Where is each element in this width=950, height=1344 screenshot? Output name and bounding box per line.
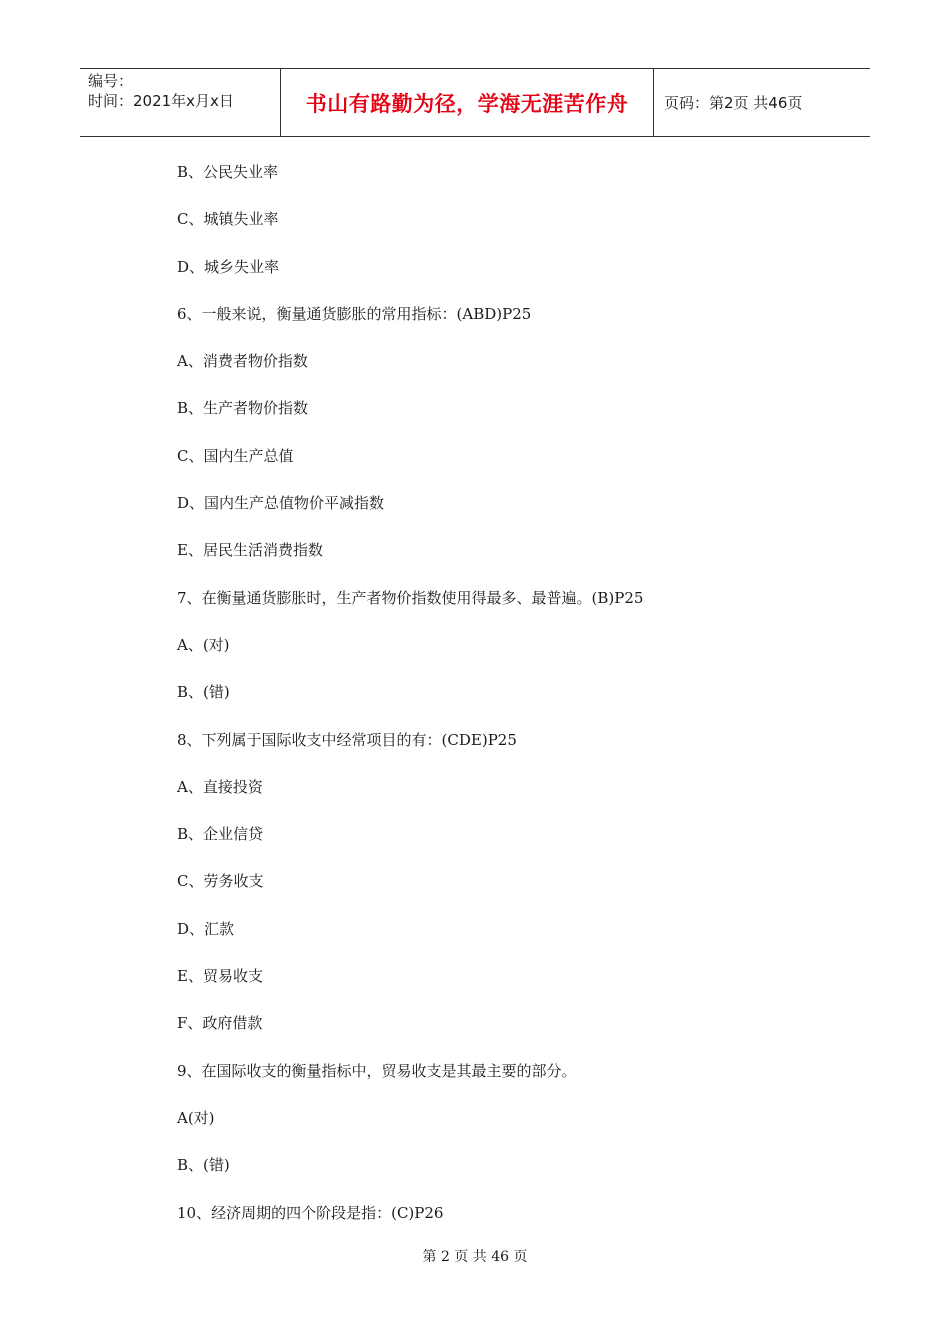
text-line: E、贸易收支 — [177, 967, 263, 986]
question-line: 10、经济周期的四个阶段是指：(C)P26 — [177, 1203, 444, 1222]
page-header — [80, 68, 870, 137]
header-motto: 书山有路勤为径，学海无涯苦作舟 — [281, 69, 654, 136]
question-line: 6、一般来说，衡量通货膨胀的常用指标：(ABD)P25 — [177, 304, 532, 323]
text-line: D、城乡失业率 — [177, 257, 280, 276]
text-line: C、劳务收支 — [177, 872, 264, 891]
text-line: B、(错) — [177, 683, 230, 702]
text-line: A、直接投资 — [177, 777, 263, 796]
text-line: F、政府借款 — [177, 1014, 263, 1033]
header-time-label: 时间：2021年x月x日 — [88, 92, 234, 110]
page-footer: 第 2 页 共 46 页 — [422, 1249, 528, 1265]
text-line: B、企业信贷 — [177, 825, 264, 844]
question-line: 9、在国际收支的衡量指标中，贸易收支是其最主要的部分。 — [177, 1061, 577, 1080]
text-line: B、公民失业率 — [177, 163, 279, 181]
text-line: D、汇款 — [177, 919, 235, 938]
question-line: 7、在衡量通货膨胀时，生产者物价指数使用得最多、最普遍。(B)P25 — [177, 588, 644, 607]
text-line: B、生产者物价指数 — [177, 399, 309, 418]
text-line: C、城镇失业率 — [177, 210, 279, 229]
header-number-label: 编号： — [88, 72, 134, 90]
document-body — [177, 158, 857, 1246]
text-line: D、国内生产总值物价平减指数 — [177, 494, 385, 513]
question-line: 8、下列属于国际收支中经常项目的有：(CDE)P25 — [177, 730, 517, 749]
text-line: A、消费者物价指数 — [177, 352, 308, 371]
header-meta — [80, 69, 281, 136]
text-line: E、居民生活消费指数 — [177, 541, 323, 560]
header-page-info: 页码：第2页 共46页 — [664, 94, 803, 112]
text-line: A(对) — [177, 1108, 215, 1127]
text-line: C、国内生产总值 — [177, 446, 294, 465]
text-line: B、(错) — [177, 1156, 230, 1175]
text-line: A、(对) — [177, 635, 230, 654]
